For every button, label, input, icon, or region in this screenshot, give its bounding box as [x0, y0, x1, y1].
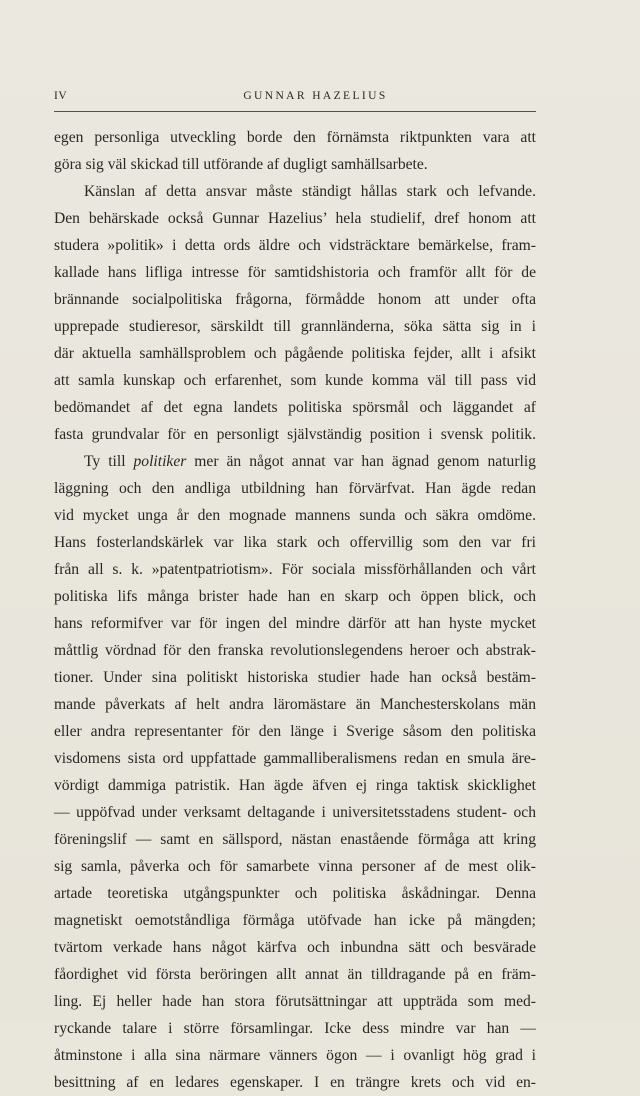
- text-line: upprepade studieresor, särskildt till grannländerna, söka sätta sig in i: [54, 318, 536, 335]
- running-title: GUNNAR HAZELIUS: [243, 90, 388, 102]
- text-line: mande påverkats af helt andra läromästare än Manchesterskolans män: [54, 696, 536, 713]
- running-head: [54, 90, 537, 106]
- text-line: vördigt dammiga patristik. Han ägde äfven ej ringa taktisk skicklighet: [54, 777, 536, 794]
- text-line: brännande socialpolitiska frågorna, förmådde honom att under ofta: [54, 291, 536, 308]
- text-line: studera »politik» i detta ords äldre och vidsträcktare bemärkelse, fram-: [54, 237, 536, 254]
- body-text: [54, 124, 536, 1096]
- text-line: föreningslif — samt en sällspord, nästan enastående förmåga att kring: [54, 831, 536, 848]
- text-line: ryckande talare i större församlingar. Icke dess mindre var han —: [54, 1020, 536, 1037]
- text-line: sig samla, påverka och för samarbete vinna personer af de mest olik-: [54, 858, 536, 875]
- text-line: Den behärskade också Gunnar Hazelius’ hela studielif, dref honom att: [54, 210, 536, 227]
- text-line: där aktuella samhällsproblem och pågående politiska fejder, allt i afsikt: [54, 345, 536, 362]
- text-line: eller andra representanter för den länge i Sverige såsom den politiska: [54, 723, 536, 740]
- text-line: från all s. k. »patentpatriotism». För sociala missförhållanden och vårt: [54, 561, 536, 578]
- text-line: kallade hans lifliga intresse för samtidshistoria och framför allt för de: [54, 264, 536, 281]
- text-line: artade teoretiska utgångspunkter och politiska åskådningar. Denna: [54, 885, 536, 902]
- text-fragment: mer än något annat var han ägnad genom naturlig: [186, 453, 536, 470]
- italic-word: politiker: [133, 453, 187, 470]
- text-line: magnetiskt oemotståndliga förmåga utöfvade han icke på mängden;: [54, 912, 536, 929]
- text-line: Hans fosterlandskärlek var lika stark och offervillig som den var fri: [54, 534, 536, 551]
- text-line: bedömandet af det egna landets politiska spörsmål och läggandet af: [54, 399, 536, 416]
- text-line: fasta grundvalar för en personligt självständig position i svensk politik.: [54, 426, 536, 443]
- text-line-politiker: [54, 448, 536, 475]
- text-line: att samla kunskap och erfarenhet, som kunde komma väl till pass vid: [54, 372, 536, 389]
- text-fragment: Ty till: [84, 453, 134, 470]
- text-line: läggning och den andliga utbildning han förvärfvat. Han ägde redan: [54, 480, 536, 497]
- text-line: Känslan af detta ansvar måste ständigt hållas stark och lefvande.: [84, 183, 536, 200]
- text-line: måttlig vördnad för den franska revolutionslegendens heroer och abstrak-: [54, 642, 536, 659]
- text-line: besittning af en ledares egenskaper. I en trängre krets och vid en-: [54, 1074, 536, 1091]
- text-line: ling. Ej heller hade han stora förutsättningar att uppträda som med-: [54, 993, 536, 1010]
- text-line: hans reformifver var för ingen del mindre därför att han hyste mycket: [54, 615, 536, 632]
- text-line: visdomens sista ord uppfattade gammalliberalismens redan en smula äre-: [54, 750, 536, 767]
- text-line: egen personliga utveckling borde den förnämsta riktpunkten vara att: [54, 129, 536, 146]
- text-line: göra sig väl skickad till utförande af dugligt samhällsarbete.: [54, 156, 428, 173]
- text-line: politiska lifs många brister hade han en skarp och öppen blick, och: [54, 588, 536, 605]
- page-number: IV: [54, 90, 68, 102]
- text-line: tvärtom verkade hans något kärfva och inbundna sätt och besvärade: [54, 939, 536, 956]
- text-line: fåordighet vid första beröringen allt annat än tilldragande på en främ-: [54, 966, 536, 983]
- header-rule: [54, 111, 536, 112]
- text-line: vid mycket unga år den mognade mannens sunda och säkra omdöme.: [54, 507, 536, 524]
- text-line: — uppöfvad under verksamt deltagande i universitetsstadens student- och: [54, 804, 536, 821]
- text-line: tioner. Under sina politiskt historiska studier hade han också bestäm-: [54, 669, 536, 686]
- text-line: åtminstone i alla sina närmare vänners ögon — i ovanligt hög grad i: [54, 1047, 536, 1064]
